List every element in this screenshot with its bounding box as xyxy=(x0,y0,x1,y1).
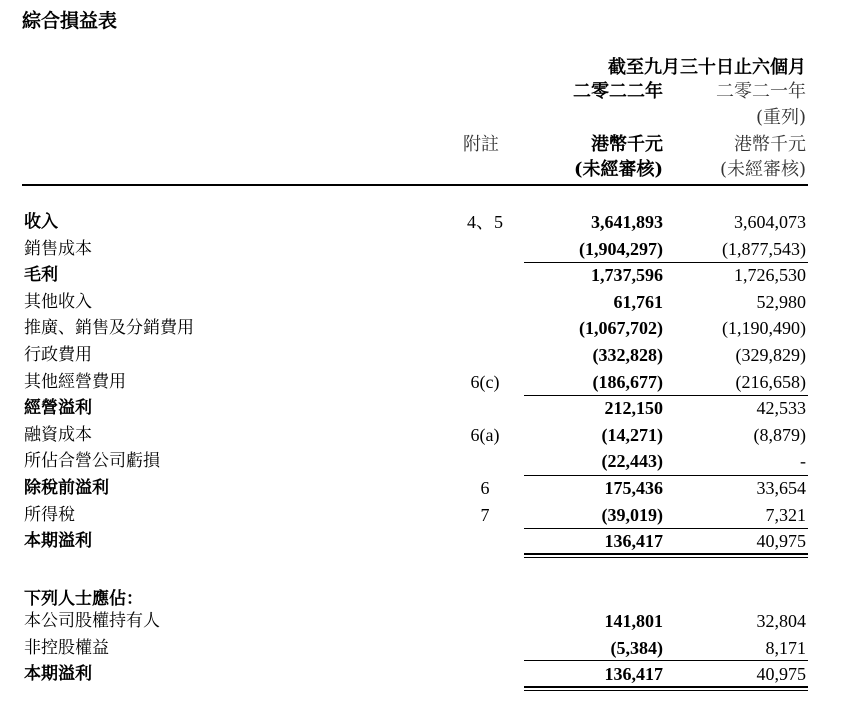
table-row xyxy=(0,262,843,288)
row-value-current: 61,761 xyxy=(613,291,663,312)
row-value-prior: 3,604,073 xyxy=(734,212,806,232)
row-value-prior: (1,877,543) xyxy=(722,238,806,259)
table-row xyxy=(0,502,843,528)
row-value-prior: 32,804 xyxy=(756,611,806,631)
table-row xyxy=(0,209,843,235)
double-rule-profit-period-2 xyxy=(524,557,808,558)
row-label: 推廣、銷售及分銷費用 xyxy=(24,318,194,339)
table-row xyxy=(0,315,843,341)
currency-prior-heading: 港幣千元 xyxy=(734,134,806,155)
table-row xyxy=(0,528,843,554)
row-value-prior: (329,829) xyxy=(735,345,806,365)
row-value-current: (14,271) xyxy=(601,424,663,445)
row-note: 7 xyxy=(480,504,490,525)
table-row xyxy=(0,369,843,395)
row-label: 除稅前溢利 xyxy=(24,478,109,498)
rule-profit-before-tax xyxy=(524,475,808,476)
row-label: 本期溢利 xyxy=(24,531,92,552)
rule-operating-profit xyxy=(524,395,808,396)
row-value-prior: 40,975 xyxy=(756,664,806,685)
row-value-current: 136,417 xyxy=(604,664,663,685)
row-value-current: 1,737,596 xyxy=(591,265,663,286)
attributable-heading: 下列人士應佔： xyxy=(24,589,143,609)
rule-gross-profit xyxy=(524,262,808,263)
row-value-current: 3,641,893 xyxy=(591,212,663,232)
table-row xyxy=(0,448,843,474)
row-value-prior: 40,975 xyxy=(756,531,806,552)
row-note: 4、5 xyxy=(467,212,503,232)
row-value-prior: 8,171 xyxy=(765,637,806,658)
year-current-heading: 二零二二年 xyxy=(573,81,663,102)
double-rule-attributable-2 xyxy=(524,690,808,691)
rule-attributable-total xyxy=(524,660,808,661)
row-value-current: 175,436 xyxy=(604,478,663,498)
row-value-prior: - xyxy=(800,451,806,472)
table-row xyxy=(0,635,843,661)
audit-current-heading: (未經審核) xyxy=(573,159,663,180)
row-label: 其他經營費用 xyxy=(24,371,126,392)
row-value-current: (1,904,297) xyxy=(579,238,663,259)
row-value-current: (22,443) xyxy=(601,451,663,472)
period-heading: 截至九月三十日止六個月 xyxy=(608,57,806,78)
row-note: 6(a) xyxy=(470,424,500,445)
row-label: 非控股權益 xyxy=(24,637,109,658)
row-value-prior: (216,658) xyxy=(735,371,806,392)
row-label: 經營溢利 xyxy=(24,398,92,419)
row-value-prior: (1,190,490) xyxy=(722,318,806,339)
audit-prior-heading: (未經審核) xyxy=(719,159,806,180)
row-label: 銷售成本 xyxy=(24,238,92,259)
row-value-prior: 42,533 xyxy=(756,398,806,419)
row-value-prior: 1,726,530 xyxy=(734,265,806,286)
row-value-current: 136,417 xyxy=(604,531,663,552)
row-label: 所得稅 xyxy=(24,504,75,525)
row-label: 本期溢利 xyxy=(24,664,92,685)
row-label: 其他收入 xyxy=(24,291,92,312)
row-value-current: (1,067,702) xyxy=(579,318,663,339)
row-value-prior: 52,980 xyxy=(756,291,806,312)
row-value-current: (39,019) xyxy=(601,504,663,525)
table-row xyxy=(0,608,843,634)
row-value-current: (186,677) xyxy=(592,371,663,392)
row-value-current: 212,150 xyxy=(604,398,663,419)
table-row xyxy=(0,475,843,501)
statement-title: 綜合損益表 xyxy=(22,10,118,32)
row-label: 收入 xyxy=(24,212,58,232)
table-row xyxy=(0,422,843,448)
row-value-prior: (8,879) xyxy=(753,424,806,445)
row-note: 6(c) xyxy=(470,371,500,392)
header-rule xyxy=(22,184,808,186)
currency-current-heading: 港幣千元 xyxy=(591,134,663,155)
row-label: 所佔合營公司虧損 xyxy=(24,451,160,472)
row-value-prior: 7,321 xyxy=(765,504,806,525)
table-row xyxy=(0,395,843,421)
row-label: 行政費用 xyxy=(24,345,92,365)
note-column-heading: 附註 xyxy=(463,134,499,155)
row-note: 6 xyxy=(480,478,490,498)
year-prior-heading: 二零二一年 xyxy=(716,81,806,102)
row-value-current: (5,384) xyxy=(610,637,663,658)
table-row xyxy=(0,289,843,315)
table-row xyxy=(0,236,843,262)
restated-label: (重列) xyxy=(755,107,806,128)
row-label: 毛利 xyxy=(24,265,58,286)
row-label: 融資成本 xyxy=(24,424,92,445)
double-rule-profit-period-1 xyxy=(524,553,808,555)
double-rule-attributable-1 xyxy=(524,686,808,688)
row-value-current: 141,801 xyxy=(604,611,663,631)
row-value-current: (332,828) xyxy=(592,345,663,365)
row-value-prior: 33,654 xyxy=(756,478,806,498)
table-row xyxy=(0,661,843,687)
table-row xyxy=(0,342,843,368)
row-label: 本公司股權持有人 xyxy=(24,611,160,631)
rule-profit-period xyxy=(524,528,808,529)
